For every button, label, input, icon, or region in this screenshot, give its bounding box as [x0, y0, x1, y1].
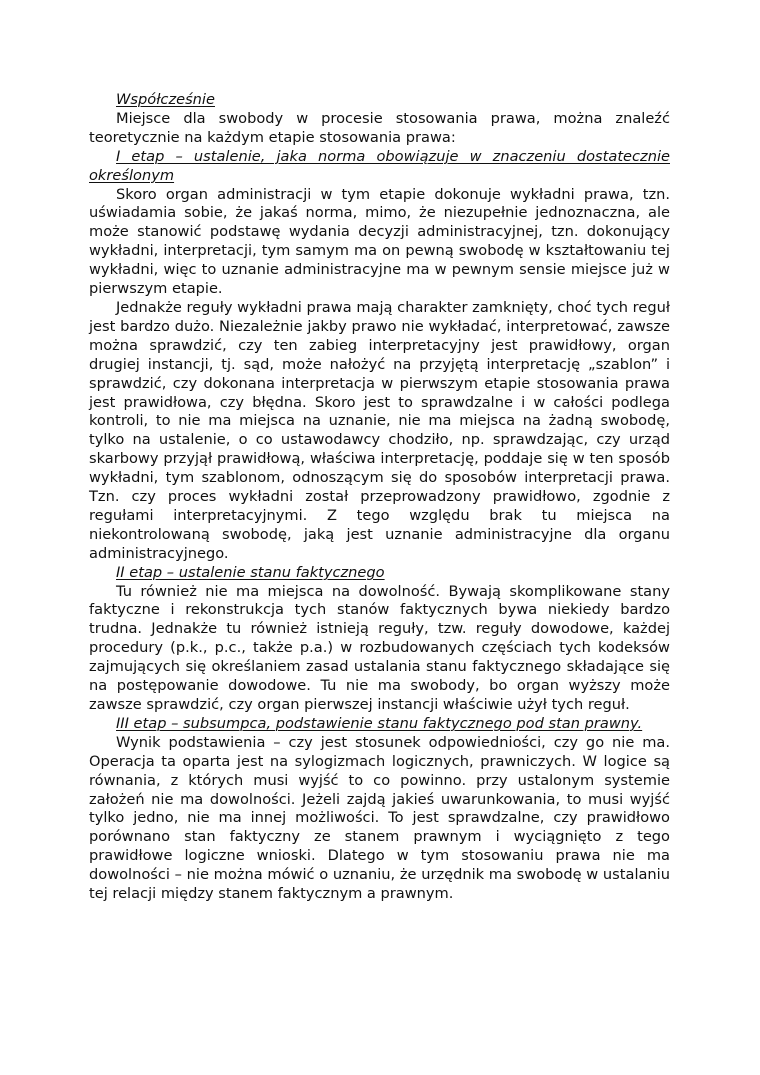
section-heading-contemporary: Współcześnie [116, 91, 215, 108]
document-page [89, 91, 670, 904]
stage1-heading: I etap – ustalenie, jaka norma obowiązuje w znaczeniu dostatecznie określonym [89, 147, 670, 184]
intro-paragraph: Miejsce dla swobody w procesie stosowania prawa, można znaleźć teoretycznie na każdym etapie stosowania prawa: [89, 109, 670, 146]
stage3-heading: III etap – subsumpca, podstawienie stanu faktycznego pod stan prawny. [116, 714, 643, 732]
stage1-paragraph-2: Jednakże reguły wykładni prawa mają charakter zamknięty, choć tych reguł jest bardzo dużo. Niezależnie jakby prawo nie wykładać, interpretować, zawsze można sprawdzić, czy ten zabieg interpretacyjny jest prawidłowy, organ drugiej instancji, tj. sąd, może nałożyć na przyjętą interpretację „szablon” i sprawdzić, czy dokonana interpretacja w pierwszym etapie stosowania prawa jest prawidłowa, czy błędna. Skoro jest to sprawdzalne i w całości podlega kontroli, to nie ma miejsca na uznanie, nie ma miejsca na żadną swobodę, tylko na ustalenie, o co ustawodawcy chodziło, np. sprawdzając, czy urząd skarbowy przyjął prawidłową, właściwa interpretację, poddaje się w ten sposób wykładni, tym szablonom, odnoszącym się do sposobów interpretacji prawa. Tzn. czy proces wykładni został przeprowadzony prawidłowo, zgodnie z regułami interpretacyjnymi. Z tego względu brak tu miejsca na niekontrolowaną swobodę, jaką jest uznanie administracyjne dla organu administracyjnego. [89, 298, 670, 562]
stage2-paragraph-1: Tu również nie ma miejsca na dowolność. Bywają skomplikowane stany faktyczne i rekonstrukcja tych stanów faktycznych bywa niekiedy bardzo trudna. Jednakże tu również istnieją reguły, tzw. reguły dowodowe, każdej procedury (p.k., p.c., także p.a.) w rozbudowanych częściach tych kodeksów zajmujących się określaniem zasad ustalania stanu faktycznego składające się na postępowanie dowodowe. Tu nie ma swobody, bo organ wyższy może zawsze sprawdzić, czy organ pierwszej instancji właściwie użył tych reguł. [89, 582, 670, 713]
stage3-paragraph-1: Wynik podstawienia – czy jest stosunek odpowiedniości, czy go nie ma. Operacja ta oparta jest na sylogizmach logicznych, prawniczych. W logice są równania, z których musi wyjść to co powinno. przy ustalonym systemie założeń nie ma dowolności. Jeżeli zajdą jakieś uwarunkowania, to musi wyjść tylko jedno, nie ma innej możliwości. To jest sprawdzalne, czy prawidłowo porównano stan faktyczny ze stanem prawnym i wyciągnięto z tego prawidłowe logiczne wnioski. Dlatego w tym stosowaniu prawa nie ma dowolności – nie można mówić o uznaniu, że urzędnik ma swobodę w ustalaniu tej relacji między stanem faktycznym a prawnym. [89, 733, 670, 903]
stage2-heading: II etap – ustalenie stanu faktycznego [116, 563, 385, 581]
stage1-paragraph-1: Skoro organ administracji w tym etapie dokonuje wykładni prawa, tzn. uświadamia sobie, że jakaś norma, mimo, że niezupełnie jednoznaczna, ale może stanowić podstawę wydania decyzji administracyjnej, tzn. dokonujący wykładni, interpretacji, tym samym ma on pewną swobodę w kształtowaniu tej wykładni, więc to uznanie administracyjne ma w pewnym sensie miejsce już w pierwszym etapie. [89, 185, 670, 298]
